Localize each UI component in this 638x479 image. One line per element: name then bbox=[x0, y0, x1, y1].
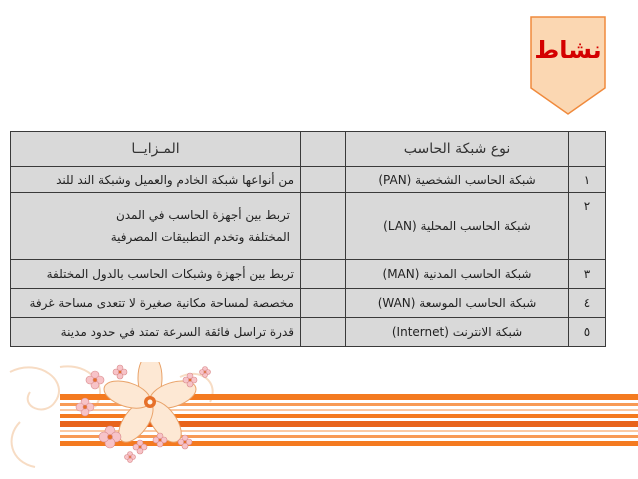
row-type: شبكة الحاسب المحلية (LAN) bbox=[346, 193, 569, 260]
row-gap bbox=[301, 260, 346, 289]
network-types-table bbox=[10, 131, 606, 347]
table-row bbox=[11, 193, 606, 260]
badge-shape bbox=[530, 16, 606, 116]
row-advantage: من أنواعها شبكة الخادم والعميل وشبكة الند للند bbox=[11, 167, 301, 193]
row-advantage: قدرة تراسل فائقة السرعة تمتد في حدود مدينة bbox=[11, 318, 301, 347]
table-header-row bbox=[11, 132, 606, 167]
header-advantages: المـزايــا bbox=[11, 132, 301, 167]
row-advantage: تربط بين أجهزة وشبكات الحاسب بالدول المختلفة bbox=[11, 260, 301, 289]
table-row bbox=[11, 260, 606, 289]
row-number: ٥ bbox=[569, 318, 606, 347]
table-row bbox=[11, 289, 606, 318]
table-row bbox=[11, 167, 606, 193]
row-number: ٤ bbox=[569, 289, 606, 318]
activity-badge bbox=[530, 16, 606, 116]
row-number: ١ bbox=[569, 167, 606, 193]
row-gap bbox=[301, 318, 346, 347]
badge-label: نشاط bbox=[534, 36, 602, 64]
row-advantage: مخصصة لمساحة مكانية صغيرة لا تتعدى مساحة غرفة bbox=[11, 289, 301, 318]
row-gap bbox=[301, 167, 346, 193]
header-number bbox=[569, 132, 606, 167]
row-type: شبكة الحاسب المدنية (MAN) bbox=[346, 260, 569, 289]
table-row bbox=[11, 318, 606, 347]
row-number: ٢ bbox=[569, 193, 606, 260]
floral-stripe-decoration bbox=[0, 362, 638, 479]
row-gap bbox=[301, 193, 346, 260]
header-gap bbox=[301, 132, 346, 167]
row-number: ٣ bbox=[569, 260, 606, 289]
row-advantage: تربط بين أجهزة الحاسب في المدن المختلفة وتخدم التطبيقات المصرفية bbox=[11, 193, 301, 260]
row-type: شبكة الانترنت (Internet) bbox=[346, 318, 569, 347]
row-gap bbox=[301, 289, 346, 318]
row-type: شبكة الحاسب الشخصية (PAN) bbox=[346, 167, 569, 193]
row-type: شبكة الحاسب الموسعة (WAN) bbox=[346, 289, 569, 318]
header-type: نوع شبكة الحاسب bbox=[346, 132, 569, 167]
